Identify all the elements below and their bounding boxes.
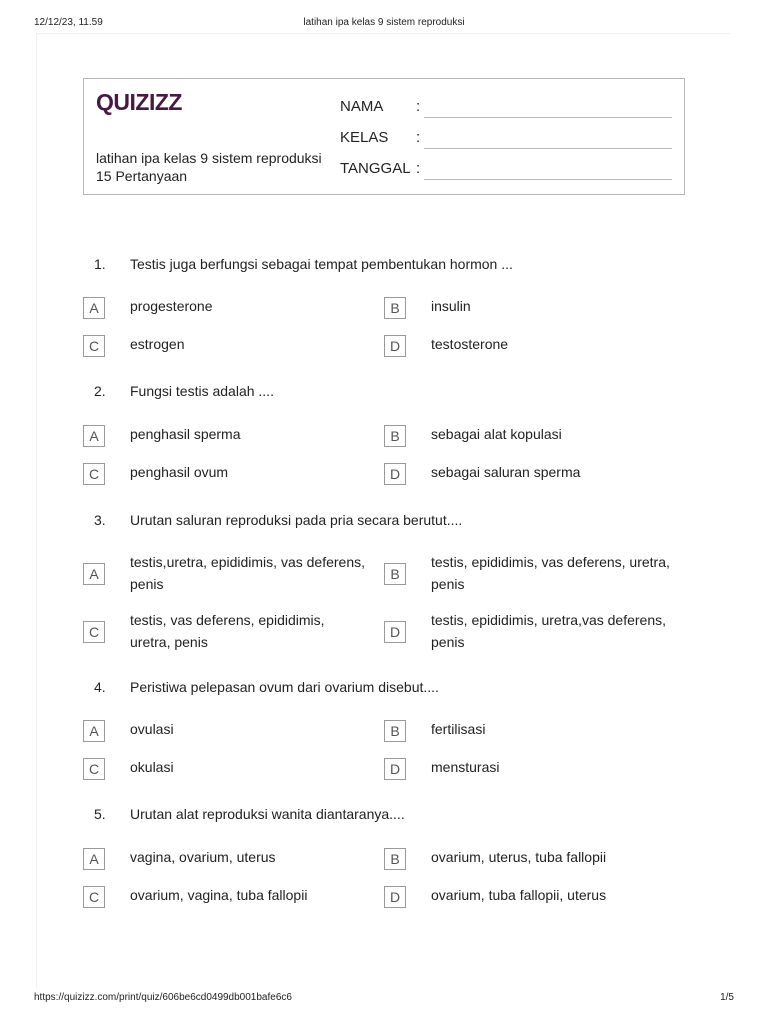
option-text: mensturasi (431, 759, 500, 775)
field-underline (424, 179, 672, 180)
print-footer (34, 992, 734, 1006)
option-letter-box: C (83, 463, 105, 485)
option-text: ovarium, uterus, tuba fallopii (431, 849, 607, 865)
option-letter-box: A (83, 720, 105, 742)
option-text: penghasil ovum (130, 464, 229, 480)
option-letter-box: C (83, 621, 105, 643)
question-number: 1. (94, 256, 106, 272)
option-text: insulin (431, 298, 471, 314)
option-letter-box: D (384, 758, 406, 780)
option-text: testis, vas deferens, epididimis, uretra, penis (130, 612, 325, 650)
quiz-title: latihan ipa kelas 9 sistem reproduksi (96, 150, 322, 166)
question-number: 2. (94, 383, 106, 399)
option-letter-box: C (83, 886, 105, 908)
date-field[interactable] (340, 158, 680, 180)
question-count: 15 Pertanyaan (96, 168, 188, 184)
option-letter-box: C (83, 335, 105, 357)
option-text: ovarium, tuba fallopii, uterus (431, 887, 607, 903)
print-url[interactable]: https://quizizz.com/print/quiz/606be6cd0499db001bafe6c6 (34, 992, 292, 1003)
field-colon: : (416, 160, 421, 177)
field-label: NAMA (340, 98, 384, 115)
page-edge (36, 33, 730, 34)
question-text: Fungsi testis adalah .... (130, 383, 274, 399)
option-letter-box: A (83, 297, 105, 319)
question-number: 3. (94, 512, 106, 528)
name-field[interactable] (340, 96, 680, 118)
print-date: 12/12/23, 11.59 (34, 17, 103, 28)
option-text: ovarium, vagina, tuba fallopii (130, 887, 308, 903)
question-text: Testis juga berfungsi sebagai tempat pembentukan hormon ... (130, 256, 513, 272)
option-letter-box: D (384, 335, 406, 357)
option-text: testis,uretra, epididimis, vas deferens, penis (130, 554, 365, 592)
field-label: TANGGAL (340, 160, 411, 177)
option-letter-box: B (384, 297, 406, 319)
option-text: okulasi (130, 759, 174, 775)
option-letter-box: D (384, 886, 406, 908)
print-header (34, 17, 734, 31)
field-label: KELAS (340, 129, 389, 146)
question-number: 5. (94, 806, 106, 822)
option-letter-box: A (83, 848, 105, 870)
option-letter-box: A (83, 563, 105, 585)
page-number: 1/5 (720, 992, 734, 1003)
option-text: vagina, ovarium, uterus (130, 849, 276, 865)
option-letter-box: C (83, 758, 105, 780)
quizizz-logo (96, 89, 184, 115)
field-underline (424, 117, 672, 118)
option-letter-box: D (384, 621, 406, 643)
option-text: testosterone (431, 336, 509, 352)
field-colon: : (416, 98, 421, 115)
quiz-header-card (83, 78, 685, 195)
option-letter-box: B (384, 720, 406, 742)
quizizz-logo-text: QUIZIZZ (96, 89, 182, 115)
option-text: testis, epididimis, vas deferens, uretra, penis (431, 554, 670, 592)
option-text: progesterone (130, 298, 213, 314)
option-text: penghasil sperma (130, 426, 241, 442)
option-text: testis, epididimis, uretra,vas deferens, penis (431, 612, 666, 650)
page-edge (36, 33, 37, 988)
option-text: sebagai saluran sperma (431, 464, 581, 480)
option-text: estrogen (130, 336, 185, 352)
option-letter-box: B (384, 563, 406, 585)
option-letter-box: B (384, 848, 406, 870)
option-letter-box: D (384, 463, 406, 485)
field-colon: : (416, 129, 421, 146)
field-underline (424, 148, 672, 149)
question-text: Urutan alat reproduksi wanita diantaranya.... (130, 806, 405, 822)
class-field[interactable] (340, 127, 680, 149)
option-text: sebagai alat kopulasi (431, 426, 562, 442)
print-title: latihan ipa kelas 9 sistem reproduksi (303, 17, 465, 28)
option-letter-box: A (83, 425, 105, 447)
option-text: fertilisasi (431, 721, 486, 737)
question-number: 4. (94, 679, 106, 695)
question-text: Urutan saluran reproduksi pada pria secara berutut.... (130, 512, 463, 528)
question-text: Peristiwa pelepasan ovum dari ovarium disebut.... (130, 679, 439, 695)
option-letter-box: B (384, 425, 406, 447)
option-text: ovulasi (130, 721, 174, 737)
